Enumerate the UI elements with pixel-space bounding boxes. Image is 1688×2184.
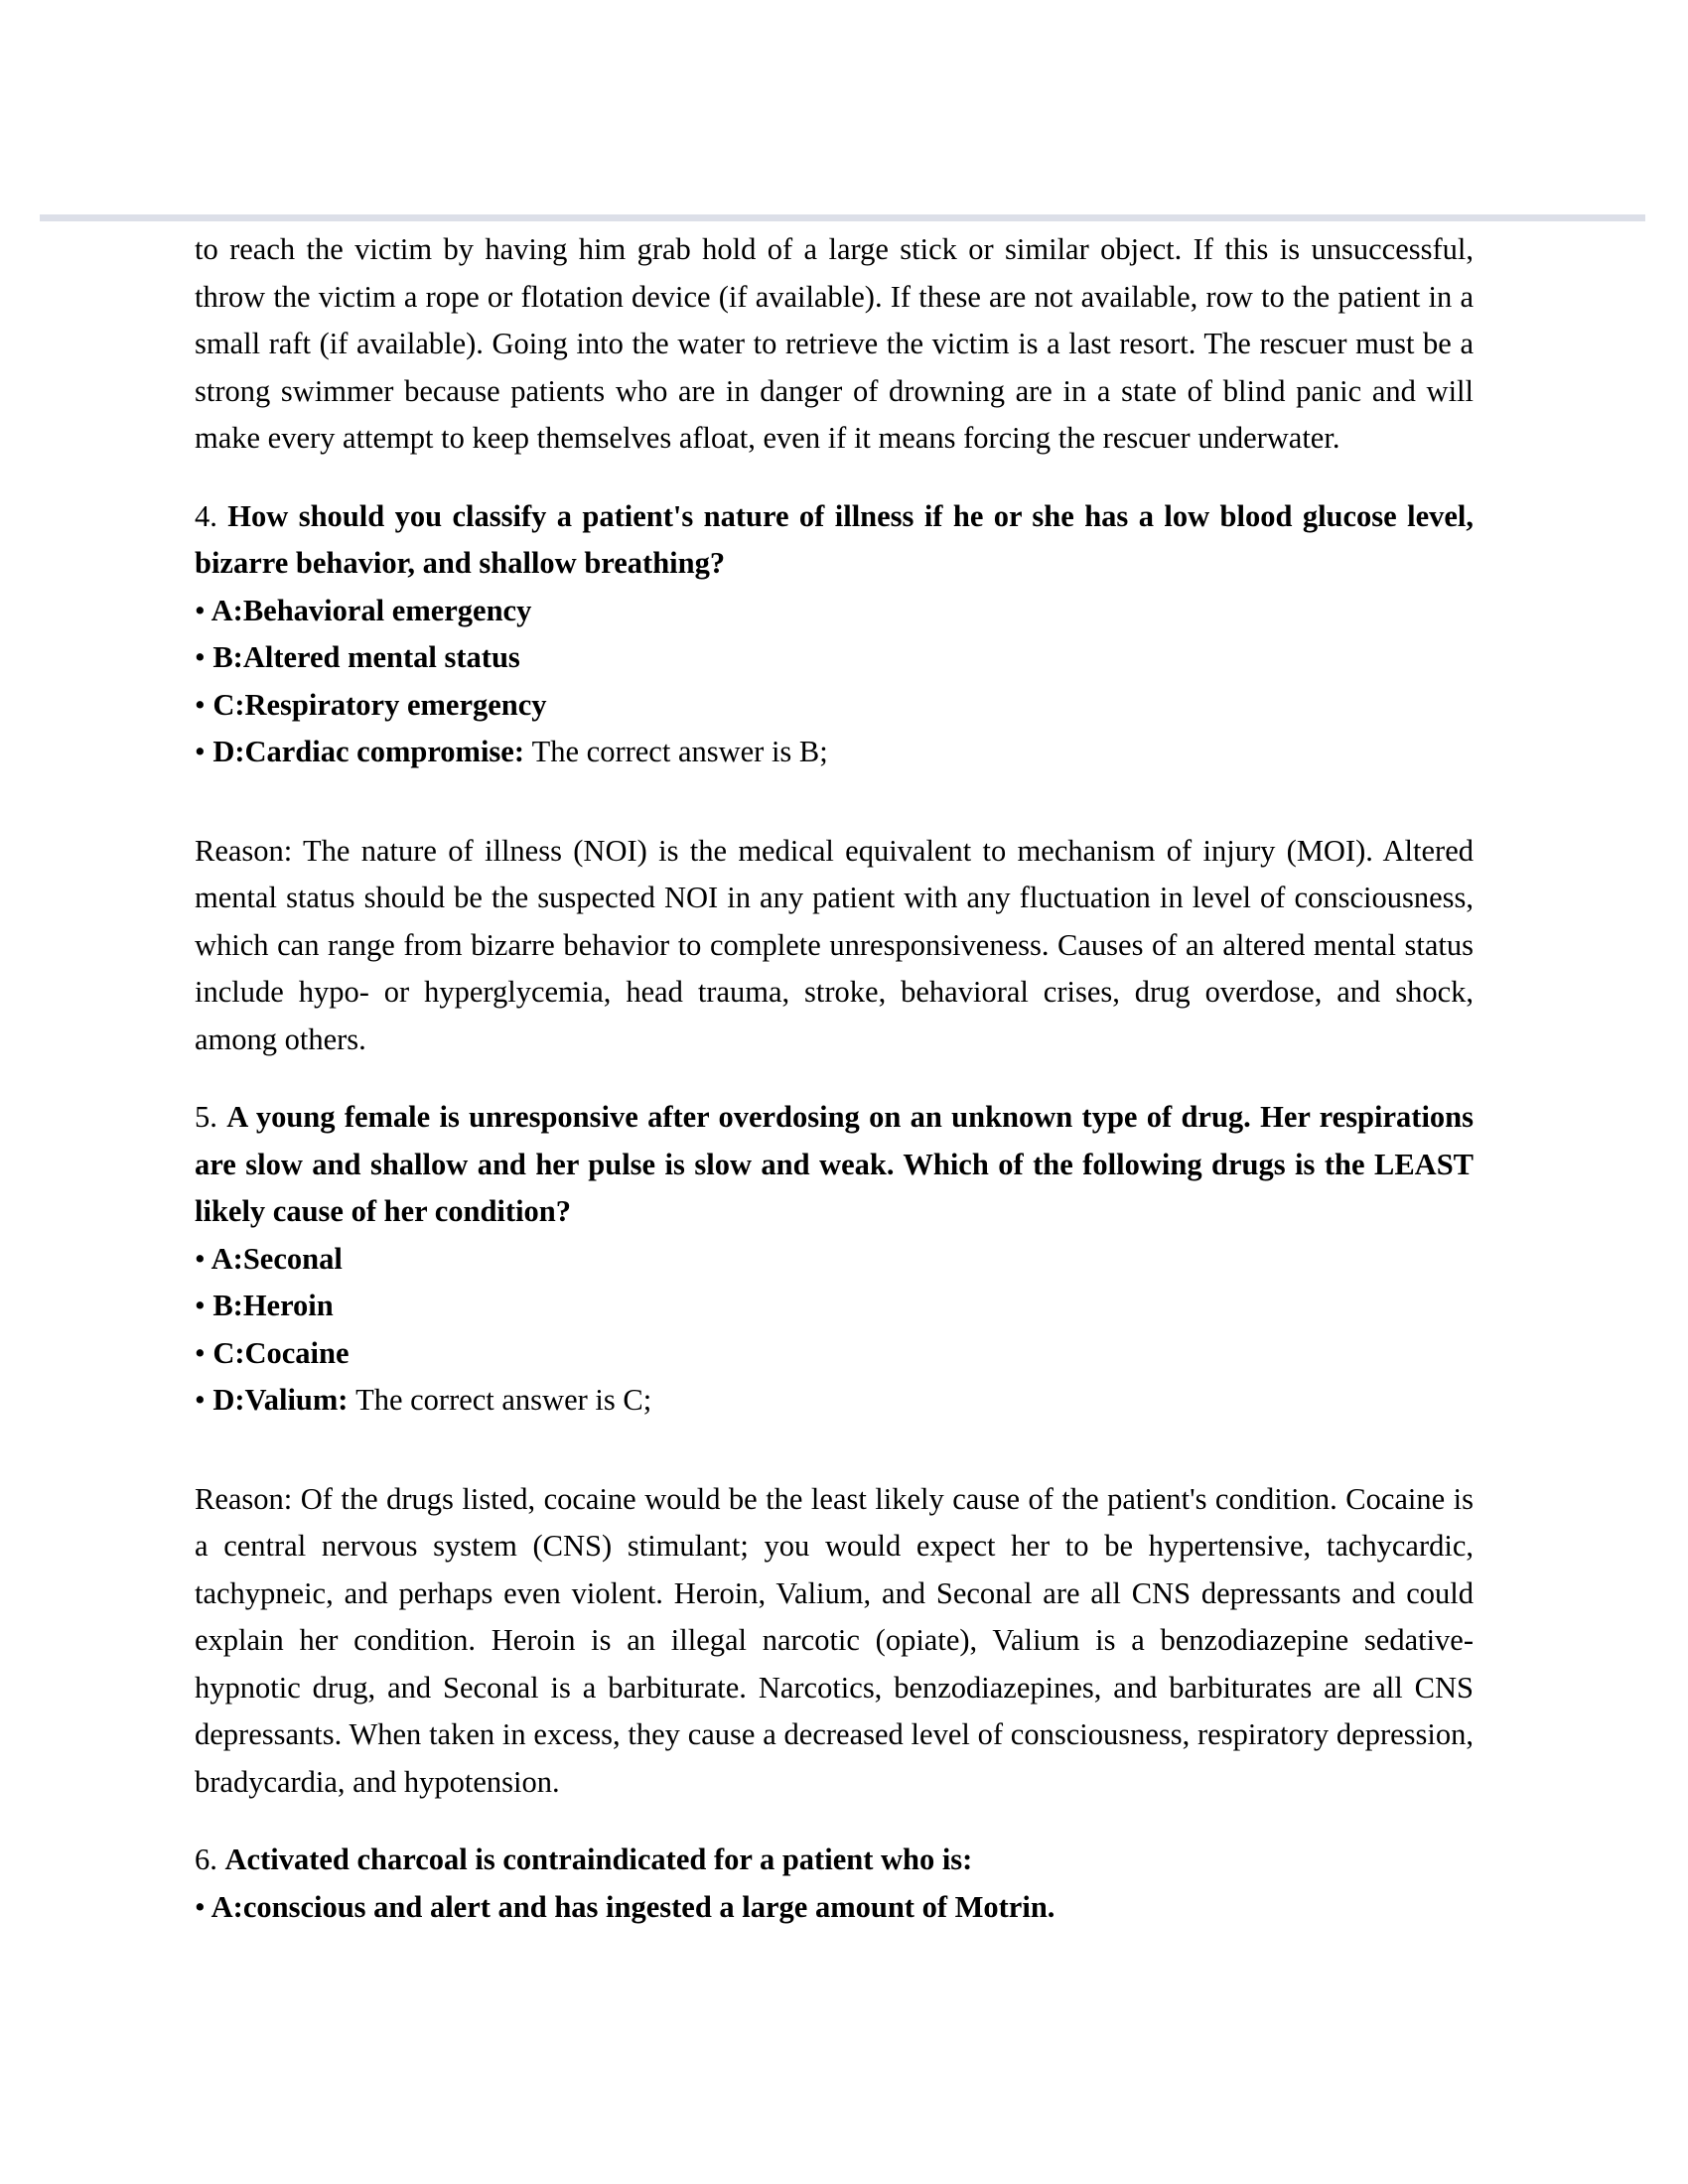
bullet-icon: • — [195, 735, 206, 768]
question-5-option-d[interactable] — [195, 1377, 1474, 1425]
document-content — [195, 226, 1474, 1931]
bullet-icon: • — [195, 1289, 206, 1322]
bullet-icon: • — [195, 1241, 206, 1276]
question-4-option-a[interactable] — [195, 588, 1474, 635]
question-4-stem: How should you classify a patient's nature of illness if he or she has a low blood glucose level, bizarre behavior, and shallow breathing? — [195, 498, 1475, 580]
question-5-number: 5. — [195, 1100, 217, 1134]
question-6-stem: Activated charcoal is contraindicated for a patient who is: — [224, 1843, 973, 1876]
question-4-heading — [195, 493, 1474, 588]
question-4-answer: The correct answer is B; — [531, 735, 828, 768]
question-5-option-b[interactable] — [195, 1283, 1474, 1330]
bullet-icon: • — [195, 687, 206, 722]
question-5-answer: The correct answer is C; — [355, 1383, 652, 1417]
intro-paragraph: to reach the victim by having him grab hold of a large stick or similar object. If this is unsuccessful, throw the victim a rope or flotation device (if available). If these are not available, row to the patient in a small raft (if available). Going into the water to retrieve the victim is a last resort. The rescuer must be a strong swimmer because patients who are in danger of drowning are in a state of blind panic and will make every attempt to keep themselves afloat, even if it means forcing the rescuer underwater. — [195, 232, 1474, 455]
option-label: B:Heroin — [212, 1289, 334, 1322]
question-5-option-a[interactable] — [195, 1236, 1474, 1284]
option-label: D:Valium: — [212, 1383, 349, 1417]
option-label: B:Altered mental status — [212, 640, 520, 674]
option-label: C:Respiratory emergency — [212, 687, 547, 722]
question-4-number: 4. — [195, 498, 217, 533]
bullet-icon: • — [195, 593, 206, 627]
page-top-divider — [40, 214, 1645, 221]
question-6-number: 6. — [195, 1843, 217, 1876]
option-label: D:Cardiac compromise: — [212, 735, 524, 768]
option-label: C:Cocaine — [212, 1335, 350, 1370]
bullet-icon: • — [195, 1889, 206, 1924]
question-6-option-a[interactable] — [195, 1884, 1474, 1932]
question-4-option-c[interactable] — [195, 682, 1474, 730]
option-label: A:Seconal — [211, 1241, 343, 1276]
question-4-reason: Reason: The nature of illness (NOI) is the medical equivalent to mechanism of injury (MOI). Altered mental status should be the suspected NOI in any patient with any fluctuation in level of consciousness, which can range from bizarre behavior to complete unresponsiveness. Causes of an altered mental status include hypo- or hyperglycemia, head trauma, stroke, behavioral crises, drug overdose, and shock, among others. — [195, 833, 1474, 1056]
bullet-icon: • — [195, 640, 206, 674]
question-5-stem: A young female is unresponsive after overdosing on an unknown type of drug. Her respirations are slow and shallow and her pulse is slow and weak. Which of the following drugs is the LEAST likely cause of her condition? — [195, 1100, 1474, 1228]
question-6-heading — [195, 1837, 1474, 1884]
question-5-reason: Reason: Of the drugs listed, cocaine would be the least likely cause of the patient's condition. Cocaine is a central nervous system (CNS) stimulant; you would expect her to be hypertensive, tachycardic, tachypneic, and perhaps even violent. Heroin, Valium, and Seconal are all CNS depressants and could explain her condition. Heroin is an illegal narcotic (opiate), Valium is a benzodiazepine sedative-hypnotic drug, and Seconal is a barbiturate. Narcotics, benzodiazepines, and barbiturates are all CNS depressants. When taken in excess, they cause a decreased level of consciousness, respiratory depression, bradycardia, and hypotension. — [195, 1481, 1474, 1799]
bullet-icon: • — [195, 1383, 206, 1417]
bullet-icon: • — [195, 1335, 206, 1370]
question-4-option-d[interactable] — [195, 729, 1474, 776]
option-label: A:conscious and alert and has ingested a large amount of Motrin. — [211, 1889, 1055, 1924]
question-5-heading — [195, 1094, 1474, 1236]
option-label: A:Behavioral emergency — [211, 593, 532, 627]
question-4-option-b[interactable] — [195, 634, 1474, 682]
question-5-option-c[interactable] — [195, 1330, 1474, 1378]
